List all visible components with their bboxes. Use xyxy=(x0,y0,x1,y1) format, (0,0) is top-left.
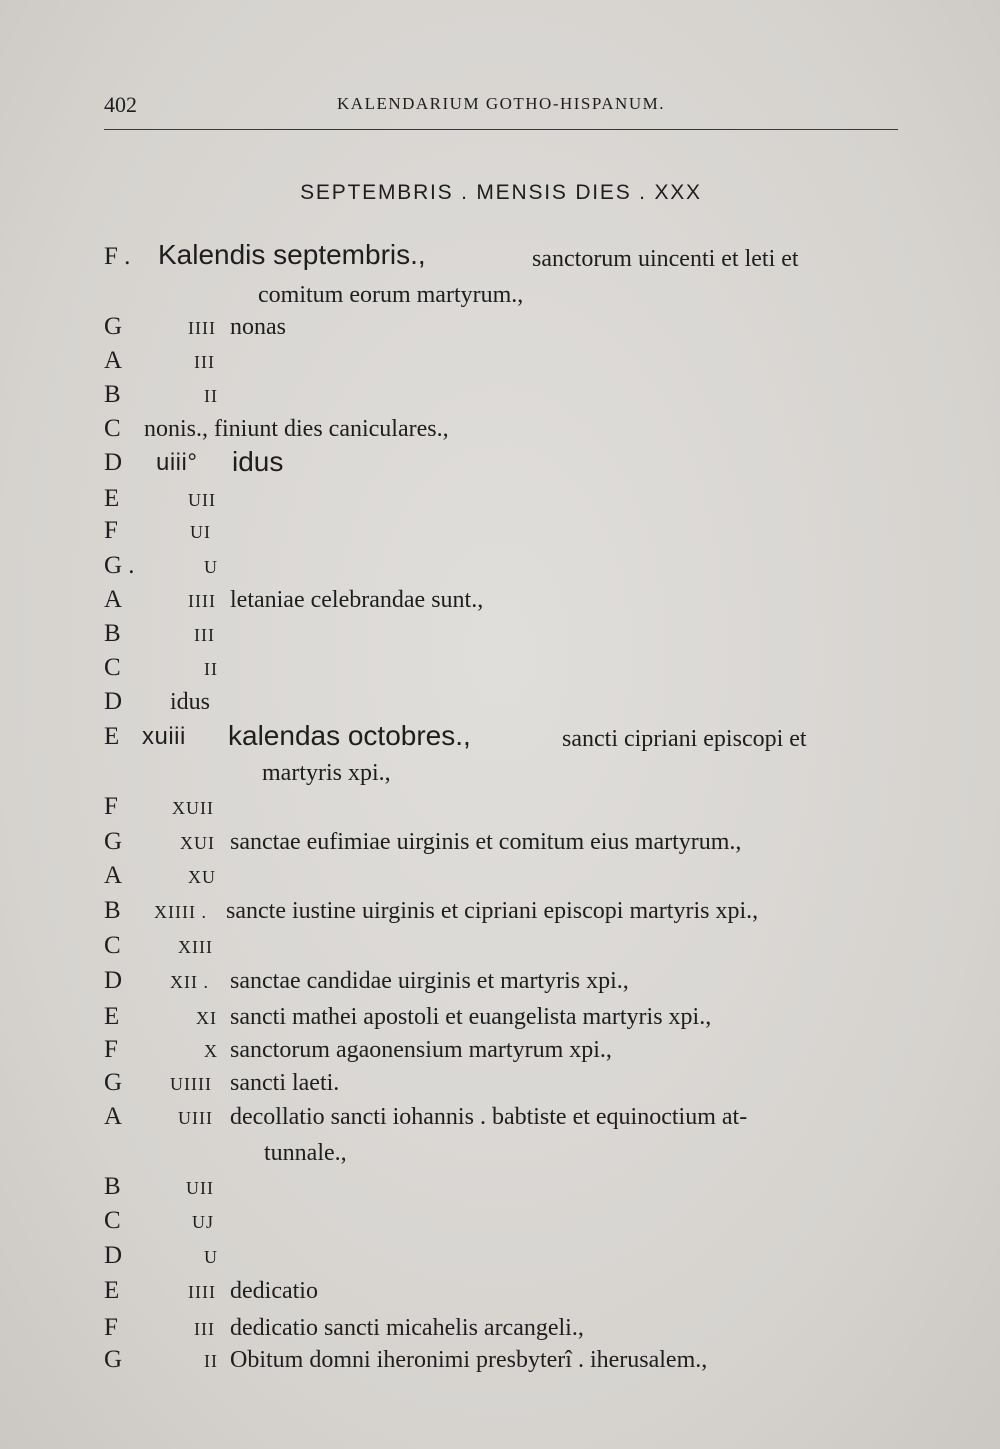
calendar-row xyxy=(0,653,1000,687)
entry-continuation: martyris xpi., xyxy=(262,760,391,786)
dominical-letter: B xyxy=(104,897,121,924)
roman-numeral: XUI xyxy=(180,833,215,853)
calendar-row xyxy=(0,414,1000,448)
calendar-row xyxy=(0,1102,1000,1136)
calendar-row xyxy=(0,619,1000,653)
entry-text: idus xyxy=(232,446,284,477)
dominical-letter: F xyxy=(104,517,118,544)
calendar-row xyxy=(0,448,1000,482)
running-head xyxy=(104,92,898,120)
dominical-letter: G . xyxy=(104,552,135,579)
roman-numeral: UJ xyxy=(192,1212,215,1232)
calendar-row xyxy=(0,1313,1000,1347)
calendar-row xyxy=(0,861,1000,895)
roman-numeral: III xyxy=(194,625,215,645)
dominical-letter: A xyxy=(104,1103,123,1130)
calendar-row xyxy=(0,1002,1000,1036)
dominical-letter: D xyxy=(104,688,123,715)
roman-numeral: UII xyxy=(186,1178,214,1198)
dominical-letter: B xyxy=(104,1173,121,1200)
page-number: 402 xyxy=(104,92,137,117)
entry-text: sanctorum agaonensium martyrum xpi., xyxy=(230,1037,612,1063)
roman-numeral: II xyxy=(204,1351,218,1371)
calendar-row xyxy=(0,1035,1000,1069)
dominical-letter: E xyxy=(104,1277,120,1304)
dominical-letter: E xyxy=(104,723,120,750)
roman-numeral: III xyxy=(194,352,215,372)
dominical-letter: D xyxy=(104,967,123,994)
month-heading: SEPTEMBRIS . MENSIS DIES . XXX xyxy=(300,181,702,204)
calendar-row xyxy=(0,966,1000,1000)
calendar-row xyxy=(0,722,1000,756)
dominical-letter: F xyxy=(104,793,118,820)
roman-numeral: U xyxy=(204,1247,218,1267)
roman-numeral: XIIII . xyxy=(154,902,207,922)
entry-text: sancti laeti. xyxy=(230,1070,340,1096)
roman-numeral: II xyxy=(204,386,218,406)
dominical-letter: D xyxy=(104,449,123,476)
entry-text: kalendas octobres., xyxy=(228,720,471,751)
roman-numeral: UIII xyxy=(178,1108,213,1128)
roman-numeral: XIII xyxy=(178,937,213,957)
roman-numeral: uiii° xyxy=(156,449,198,476)
running-title: KALENDARIUM GOTHO-HISPANUM. xyxy=(337,94,665,113)
roman-numeral: UI xyxy=(190,522,211,542)
roman-numeral: U xyxy=(204,557,218,577)
entry-text: idus xyxy=(170,689,211,715)
entry-text: nonis., finiunt dies caniculares., xyxy=(144,416,449,442)
entry-text: dedicatio sancti micahelis arcangeli., xyxy=(230,1315,584,1341)
dominical-letter: B xyxy=(104,381,121,408)
roman-numeral: II xyxy=(204,659,218,679)
calendar-row xyxy=(0,484,1000,518)
dominical-letter: C xyxy=(104,654,121,681)
entry-text: decollatio sancti iohannis . babtiste et equinoctium at- xyxy=(230,1104,748,1130)
calendar-row xyxy=(0,516,1000,550)
calendar-row xyxy=(0,1241,1000,1275)
roman-numeral: XI xyxy=(196,1008,217,1028)
calendar-row xyxy=(0,551,1000,585)
calendar-row xyxy=(0,1276,1000,1310)
roman-numeral: XII . xyxy=(170,972,209,992)
roman-numeral: IIII xyxy=(188,591,216,611)
dominical-letter: C xyxy=(104,1207,121,1234)
entry-text: nonas xyxy=(230,314,286,340)
entry-text-cont: sancti cipriani episcopi et xyxy=(562,726,807,752)
dominical-letter: F . xyxy=(104,243,131,270)
dominical-letter: F xyxy=(104,1314,118,1341)
roman-numeral: XU xyxy=(188,867,216,887)
calendar-row xyxy=(0,380,1000,414)
entry-text: sancte iustine uirginis et cipriani episcopi martyris xpi., xyxy=(226,898,759,924)
dominical-letter: G xyxy=(104,1069,123,1096)
dominical-letter: G xyxy=(104,1346,123,1373)
calendar-row xyxy=(0,312,1000,346)
roman-numeral: IIII xyxy=(188,318,216,338)
dominical-letter: A xyxy=(104,586,123,613)
dominical-letter: D xyxy=(104,1242,123,1269)
dominical-letter: F xyxy=(104,1036,118,1063)
dominical-letter: C xyxy=(104,932,121,959)
calendar-row xyxy=(0,1206,1000,1240)
calendar-row xyxy=(0,239,1000,276)
calendar-row xyxy=(0,827,1000,861)
roman-numeral: X xyxy=(204,1041,218,1061)
dominical-letter: B xyxy=(104,620,121,647)
calendar-row xyxy=(0,931,1000,965)
calendar-row xyxy=(0,792,1000,826)
entry-text: dedicatio xyxy=(230,1278,318,1304)
entry-text-cont: sanctorum uincenti et leti et xyxy=(532,246,799,272)
roman-numeral: III xyxy=(194,1319,215,1339)
dominical-letter: G xyxy=(104,828,123,855)
dominical-letter: C xyxy=(104,415,121,442)
entry-text: Kalendis septembris., xyxy=(158,239,426,270)
roman-numeral: xuiii xyxy=(142,723,186,750)
dominical-letter: E xyxy=(104,1003,120,1030)
entry-text: Obitum domni iheronimi presbyterî . iherusalem., xyxy=(230,1347,708,1373)
entry-text: sanctae eufimiae uirginis et comitum eius martyrum., xyxy=(230,829,742,855)
roman-numeral: UIIII xyxy=(170,1074,212,1094)
entry-continuation: tunnale., xyxy=(264,1140,347,1166)
entry-text: sancti mathei apostoli et euangelista martyris xpi., xyxy=(230,1004,712,1030)
header-rule xyxy=(104,129,898,130)
dominical-letter: A xyxy=(104,347,123,374)
entry-continuation: comitum eorum martyrum., xyxy=(258,282,524,308)
roman-numeral: UII xyxy=(188,490,216,510)
dominical-letter: G xyxy=(104,313,123,340)
roman-numeral: IIII xyxy=(188,1282,216,1302)
calendar-row xyxy=(0,585,1000,619)
calendar-row xyxy=(0,1345,1000,1379)
calendar-row xyxy=(0,1172,1000,1206)
entry-text: letaniae celebrandae sunt., xyxy=(230,587,484,613)
entry-text: sanctae candidae uirginis et martyris xpi., xyxy=(230,968,629,994)
dominical-letter: E xyxy=(104,485,120,512)
calendar-row xyxy=(0,346,1000,380)
roman-numeral: XUII xyxy=(172,798,214,818)
calendar-row xyxy=(0,896,1000,930)
calendar-row xyxy=(0,1068,1000,1102)
dominical-letter: A xyxy=(104,862,123,889)
calendar-row xyxy=(0,687,1000,721)
